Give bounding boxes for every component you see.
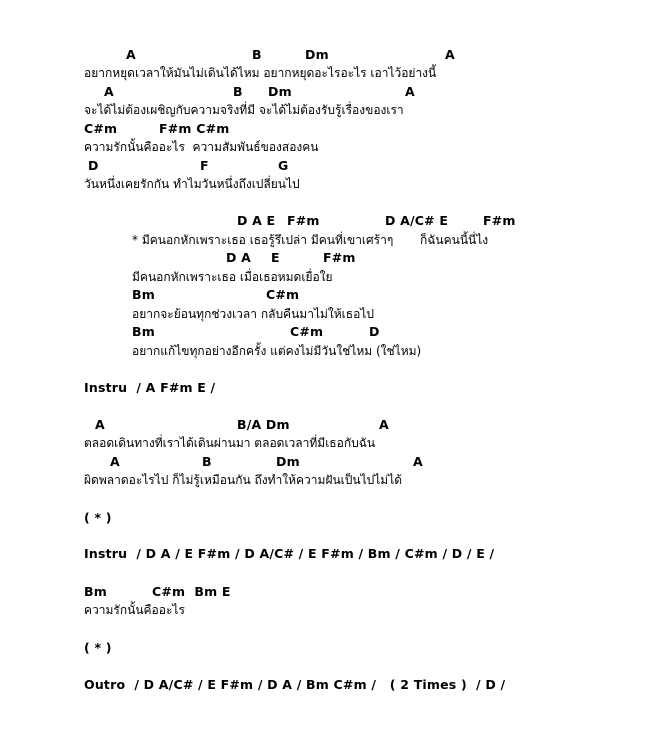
chord: A [379, 417, 389, 432]
chord: F#m [287, 213, 320, 228]
lyric-line: อยากจะย้อนทุกช่วงเวลา กลับคืนมาไม่ให้เธอไป [132, 307, 374, 321]
lyric-line: จะได้ไม่ต้องเผชิญกับความจริงที่มี จะได้ไม่ต้องรับรู้เรื่องของเรา [84, 103, 404, 117]
lyric-line: ผิดพลาดอะไรไป ก็ไม่รู้เหมือนกัน ถึงทำให้ความฝันเป็นไปไม่ได้ [84, 473, 403, 487]
chord: D A/C# E [385, 213, 449, 228]
lyric-line: ความรักนั้นคืออะไร ความสัมพันธ์ของสองคน [84, 140, 319, 154]
chord: A [445, 47, 455, 62]
chord: D [369, 324, 380, 339]
chord: E [271, 250, 280, 265]
chord: Dm [276, 454, 300, 469]
instrumental-line: Instru / D A / E F#m / D A/C# / E F#m / Bm / C#m / D / E / [84, 546, 495, 561]
chord: F [200, 158, 209, 173]
chord: Bm [84, 584, 107, 599]
chord: C#m [290, 324, 324, 339]
chord: B/A Dm [237, 417, 290, 432]
chord: B [202, 454, 212, 469]
outro-line: Outro / D A/C# / E F#m / D A / Bm C#m / ( 2 Times ) / D / [84, 677, 506, 692]
chord: A [126, 47, 136, 62]
lyric-line: มีคนอกหักเพราะเธอ เมื่อเธอหมดเยื่อใย [132, 270, 333, 284]
chord: A [95, 417, 105, 432]
chord: C#m Bm E [152, 584, 231, 599]
chord: Bm [132, 287, 155, 302]
repeat-marker: ( * ) [84, 640, 112, 655]
lyric-line: * มีคนอกหักเพราะเธอ เธอรู้รึเปล่า มีคนที่เขาเศร้าๆ ก็ฉันคนนี้นี่ไง [132, 233, 489, 247]
lyric-line: ความรักนั้นคืออะไร [84, 603, 185, 617]
chord: B [252, 47, 262, 62]
chord: A [110, 454, 120, 469]
chord: Dm [305, 47, 329, 62]
chord: C#m [84, 121, 118, 136]
chord: Dm [268, 84, 292, 99]
chord: Bm [132, 324, 155, 339]
instrumental-line: Instru / A F#m E / [84, 380, 216, 395]
chord: F#m [483, 213, 516, 228]
lyric-line: อยากหยุดเวลาให้มันไม่เดินได้ไหม อยากหยุดอะไรอะไร เอาไว้อย่างนี้ [84, 66, 437, 80]
chord: D [88, 158, 99, 173]
chord: A [413, 454, 423, 469]
repeat-marker: ( * ) [84, 510, 112, 525]
lyric-line: ตลอดเดินทางที่เราได้เดินผ่านมา ตลอดเวลาที่มีเธอกับฉัน [84, 436, 376, 450]
lyric-line: วันหนึ่งเคยรักกัน ทำไมวันหนึ่งถึงเปลี่ยนไป [84, 177, 300, 191]
chord: F#m [323, 250, 356, 265]
chord: B [233, 84, 243, 99]
chord: A [405, 84, 415, 99]
chord: D A [226, 250, 252, 265]
chord: A [104, 84, 114, 99]
chord: G [278, 158, 289, 173]
chord: F#m C#m [159, 121, 230, 136]
chord: D A E [237, 213, 276, 228]
lyric-line: อยากแก้ไขทุกอย่างอีกครั้ง แต่คงไม่มีวันใช่ไหม (ใช่ไหม) [132, 344, 422, 358]
chord: C#m [266, 287, 300, 302]
